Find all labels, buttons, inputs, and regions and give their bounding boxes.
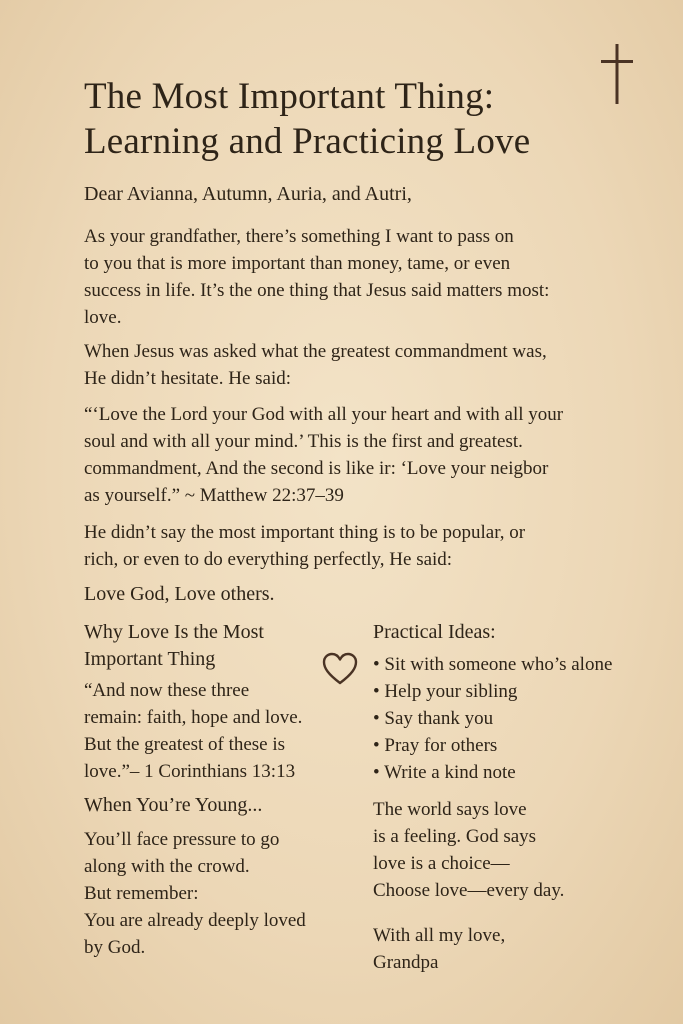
not-popular-paragraph [84,519,664,573]
heading-line: Important Thing [84,648,216,670]
question-paragraph [84,338,664,392]
heart-icon [322,652,358,686]
title-line: Learning and Practicing Love [84,121,531,162]
intro-paragraph [84,223,664,331]
text-line: When Jesus was asked what the greatest commandment was, [84,341,547,362]
text-line: along with the crowd. [84,856,250,877]
text-line: to you that is more important than money, tame, or even [84,253,511,274]
cross-icon [599,44,635,104]
greeting: Dear Avianna, Autumn, Auria, and Autri, [84,183,412,205]
text-line: as yourself.” ~ Matthew 22:37–39 [84,485,344,506]
text-line: love.”– 1 Corinthians 13:13 [84,761,296,782]
text-line: You’ll face pressure to go [84,829,280,850]
text-line: You are already deeply loved [84,910,306,931]
text-line: “‘Love the Lord your God with all your heart and with all your [84,404,564,425]
text-line: soul and with all your mind.’ This is the first and greatest. [84,431,523,452]
text-line: “And now these three [84,680,250,701]
signoff [373,922,505,976]
text-line: by God. [84,937,146,958]
text-line: is a feeling. God says [373,826,537,847]
list-item: • Write a kind note [373,759,612,786]
signature-name: Grandpa [373,952,439,973]
title-line: The Most Important Thing: [84,76,495,117]
scripture-quote [84,401,664,509]
text-line: love. [84,307,122,328]
world-says-paragraph [373,796,564,904]
text-line: commandment, And the second is like ir: ‘Love your neigbor [84,458,549,479]
text-line: remain: faith, hope and love. [84,707,303,728]
page-title [84,74,604,164]
list-item: • Pray for others [373,732,612,759]
love-statement: Love God, Love others. [84,583,275,605]
when-young-heading: When You’re Young... [84,794,263,816]
text-line: success in life. It’s the one thing that Jesus said matters most: [84,280,550,301]
heading-line: Why Love Is the Most [84,621,264,643]
text-line: He didn’t hesitate. He said: [84,368,292,389]
text-line: love is a choice— [373,853,510,874]
text-line: But the greatest of these is [84,734,286,755]
text-line: But remember: [84,883,199,904]
practical-ideas-heading: Practical Ideas: [373,621,496,643]
text-line: Choose love—every day. [373,880,565,901]
corinthians-quote [84,677,302,785]
text-line: He didn’t say the most important thing is to be popular, or [84,522,526,543]
text-line: As your grandfather, there’s something I want to pass on [84,226,514,247]
list-item: • Say thank you [373,705,612,732]
list-item: • Help your sibling [373,678,612,705]
practical-ideas-list [373,651,612,786]
why-love-heading [84,619,264,673]
list-item: • Sit with someone who’s alone [373,651,612,678]
text-line: The world says love [373,799,527,820]
text-line: rich, or even to do everything perfectly, He said: [84,549,453,570]
text-line: With all my love, [373,925,506,946]
when-young-paragraph [84,826,306,961]
